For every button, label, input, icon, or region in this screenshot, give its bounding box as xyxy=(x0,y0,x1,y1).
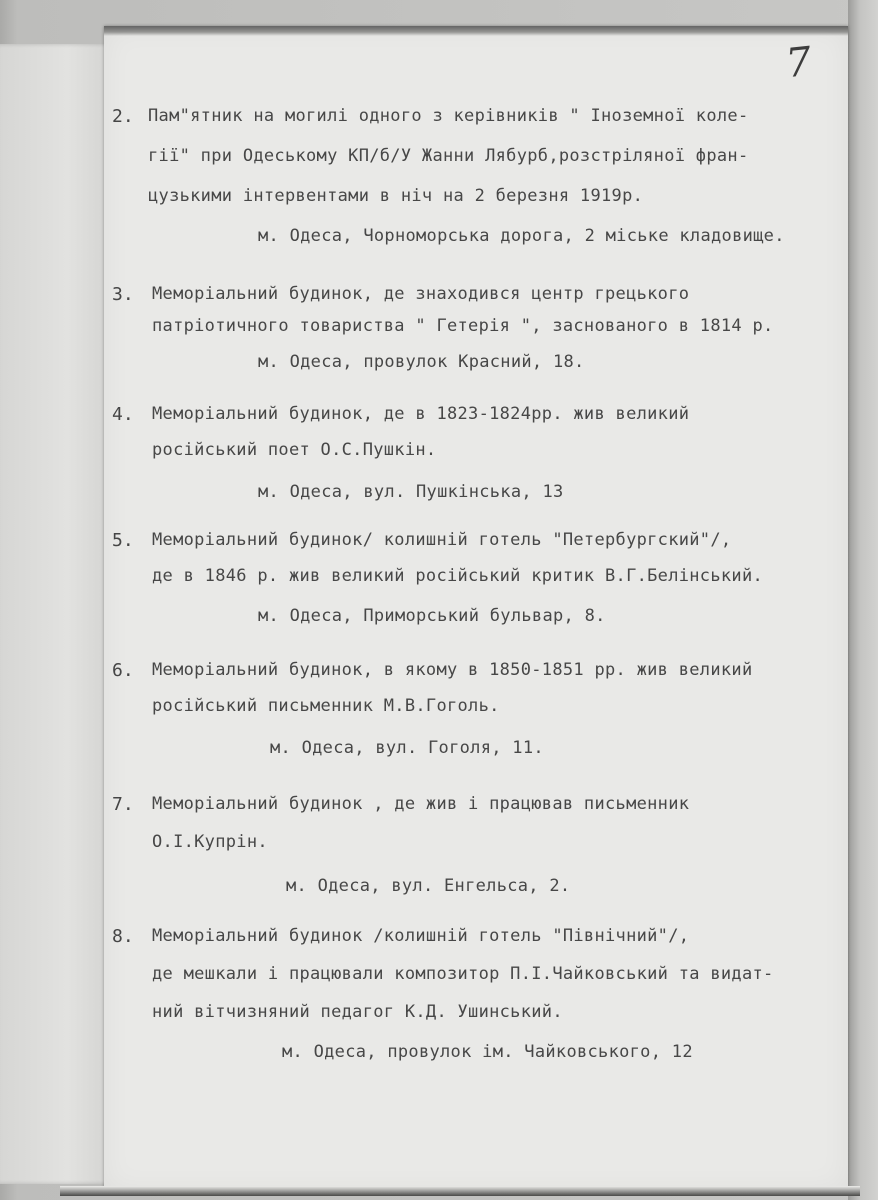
entry-address: м. Одеса, Приморський бульвар, 8. xyxy=(258,606,606,626)
entry-number: 5. xyxy=(112,530,134,551)
entry-address: м. Одеса, вул. Енгельса, 2. xyxy=(286,876,571,896)
entry-address: м. Одеса, вул. Пушкінська, 13 xyxy=(258,482,564,502)
entry-address: м. Одеса, провулок Красний, 18. xyxy=(258,352,585,372)
entry-line: О.І.Купрін. xyxy=(152,832,268,852)
entry-line: гії" при Одеському КП/б/У Жанни Лябурб,розстріляної фран- xyxy=(148,146,749,166)
right-shadow xyxy=(848,0,878,1200)
entry-line: Меморіальний будинок, де знаходився центр грецького xyxy=(152,284,690,304)
entry-number: 4. xyxy=(112,404,134,425)
entry-line: Меморіальний будинок /колишній готель "Північний"/, xyxy=(152,926,690,946)
entry-line: Меморіальний будинок, в якому в 1850-1851 рр. жив великий xyxy=(152,660,753,680)
entry-number: 2. xyxy=(112,106,134,127)
page-top-edge xyxy=(104,26,848,36)
entry-line: російський поет О.С.Пушкін. xyxy=(152,440,437,460)
entry-line: Меморіальний будинок, де в 1823-1824рр. жив великий xyxy=(152,404,690,424)
handwritten-page-number: 7 xyxy=(783,38,814,88)
entry-line: патріотичного товариства " Гетерія ", заснованого в 1814 р. xyxy=(152,316,774,336)
entry-line: російський письменник М.В.Гоголь. xyxy=(152,696,500,716)
entry-number: 3. xyxy=(112,284,134,305)
entry-number: 8. xyxy=(112,926,134,947)
entry-line: Меморіальний будинок/ колишній готель "Петербургский"/, xyxy=(152,530,732,550)
entry-line: ний вітчизняний педагог К.Д. Ушинський. xyxy=(152,1002,563,1022)
previous-sheet-edge xyxy=(0,44,112,1184)
entry-line: де в 1846 р. жив великий російський критик В.Г.Белінський. xyxy=(152,566,764,586)
entry-number: 6. xyxy=(112,660,134,681)
entry-address: м. Одеса, провулок ім. Чайковського, 12 xyxy=(282,1042,693,1062)
page-bottom-edge xyxy=(60,1186,860,1196)
entry-line: де мешкали і працювали композитор П.І.Чайковський та видат- xyxy=(152,964,774,984)
entry-line: цузькими інтервентами в ніч на 2 березня 1919р. xyxy=(148,186,644,206)
entry-number: 7. xyxy=(112,794,134,815)
entry-address: м. Одеса, Чорноморська дорога, 2 міське кладовище. xyxy=(258,226,785,246)
entry-line: Меморіальний будинок , де жив і працював письменник xyxy=(152,794,690,814)
entry-address: м. Одеса, вул. Гоголя, 11. xyxy=(270,738,544,758)
entry-line: Пам"ятник на могилі одного з керівників " Іноземної коле- xyxy=(148,106,749,126)
